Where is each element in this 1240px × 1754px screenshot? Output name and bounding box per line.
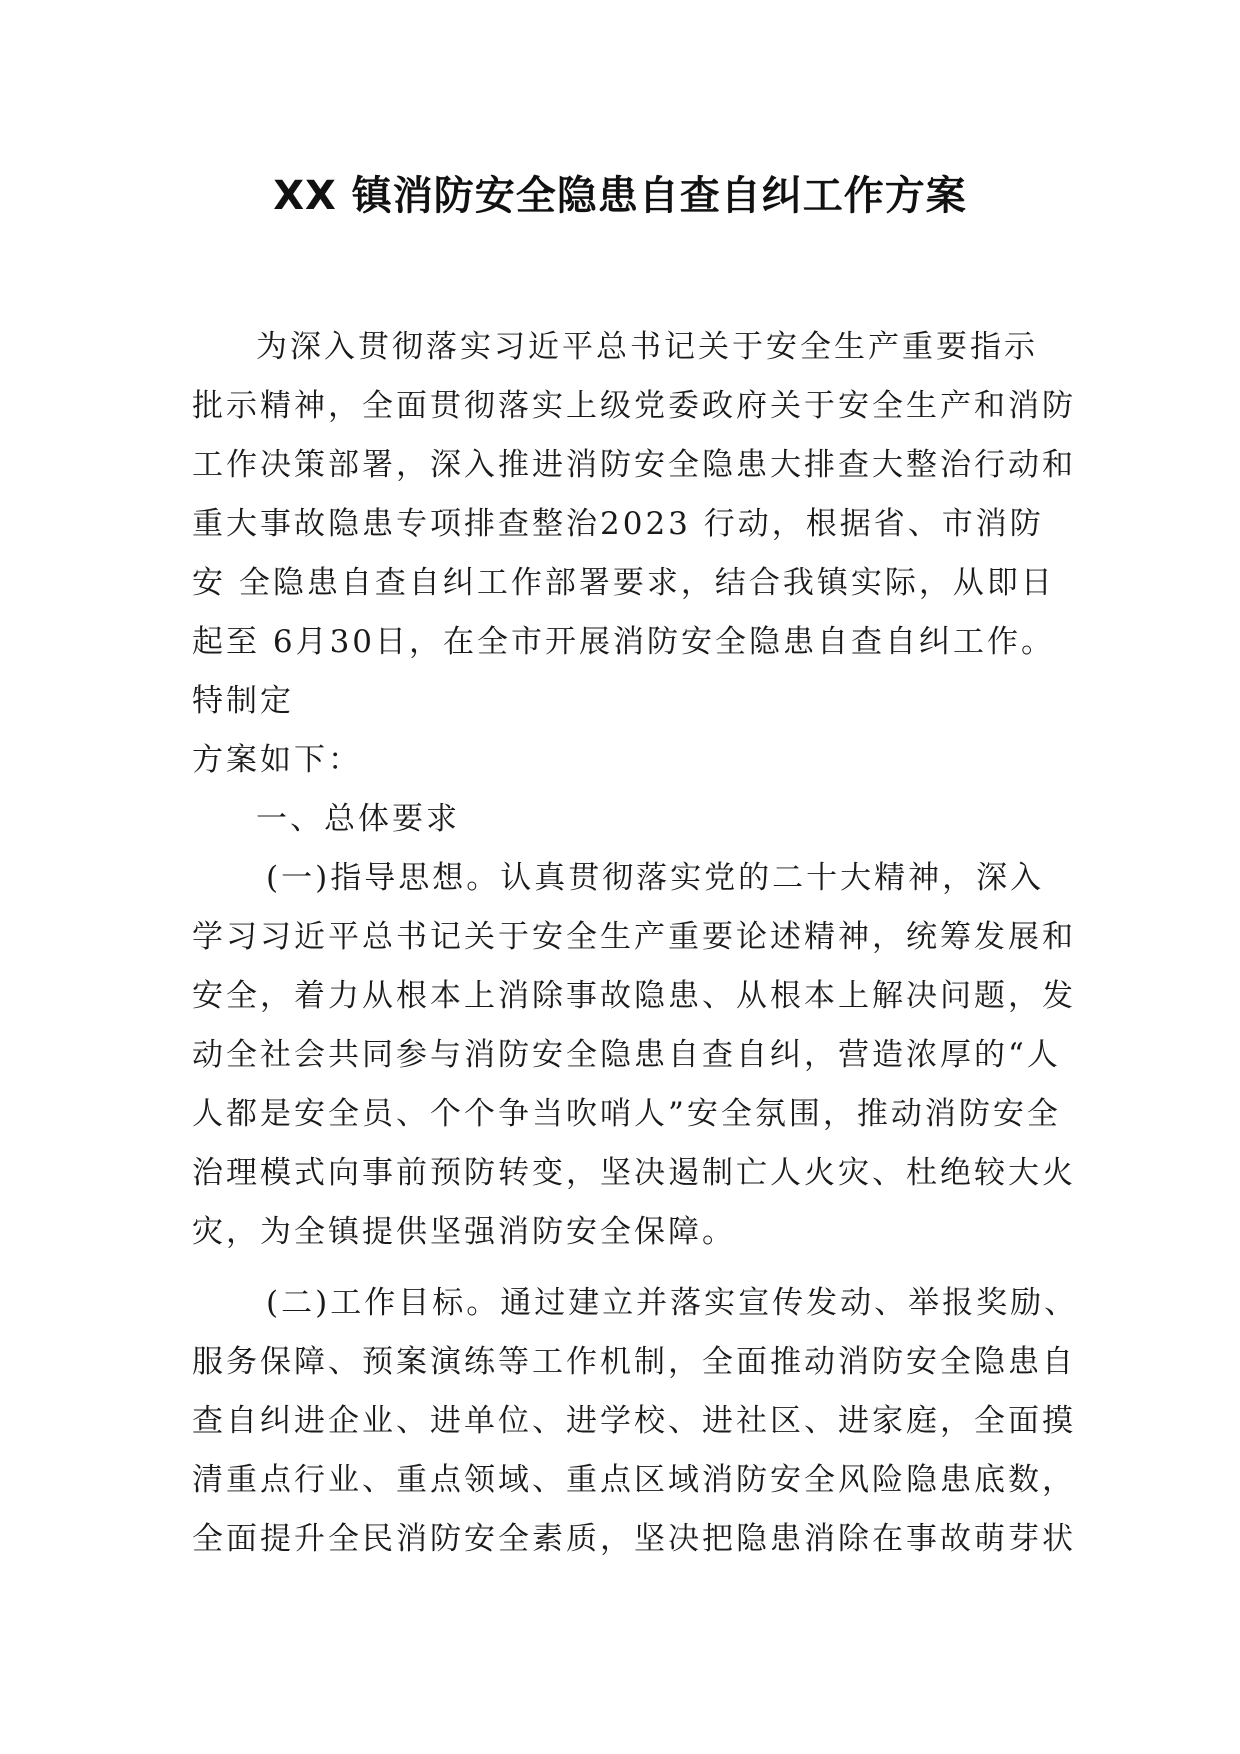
paragraph-line: 查自纠进企业、进单位、进学校、进社区、进家庭，全面摸 [192, 1403, 1076, 1439]
section-heading [192, 790, 1052, 849]
paragraph-line: 动全社会共同参与消防安全隐患自查自纠，营造浓厚的“人 [192, 1037, 1061, 1073]
intro-line: 重大事故隐患专项排查整治2023 行动，根据省、市消防 [192, 506, 1044, 542]
intro-line: 安 全隐患自查自纠工作部署要求，结合我镇实际，从即日 [192, 565, 1055, 601]
document-body [192, 318, 1079, 1569]
paragraph-line: 治理模式向事前预防转变，坚决遏制亡人火灾、杜绝较大火 [192, 1155, 1076, 1191]
paragraph-line: 服务保障、预案演练等工作机制，全面推动消防安全隐患自 [192, 1344, 1076, 1380]
paragraph-line: 学习习近平总书记关于安全生产重要论述精神，统筹发展和 [192, 919, 1076, 955]
intro-line: 方案如下： [192, 742, 362, 778]
paragraph-line: 安全，着力从根本上消除事故隐患、从根本上解决问题，发 [192, 978, 1076, 1014]
document-title: XX 镇消防安全隐患自查自纠工作方案 [273, 173, 967, 219]
paragraph-line: (一)指导思想。认真贯彻落实党的二十大精神，深入 [266, 860, 1045, 896]
paragraph-line: 人都是安全员、个个争当吹哨人”安全氛围，推动消防安全 [192, 1096, 1061, 1132]
paragraph-line: 全面提升全民消防安全素质，坚决把隐患消除在事故萌芽状 [192, 1521, 1076, 1557]
intro-line: 工作决策部署，深入推进消防安全隐患大排查大整治行动和 [192, 447, 1076, 483]
section-1-heading: 一、总体要求 [256, 801, 460, 837]
paragraph-line: (二)工作目标。通过建立并落实宣传发动、举报奖励、 [266, 1285, 1079, 1321]
intro-line: 特制定 [192, 683, 294, 719]
paragraph-line: 清重点行业、重点领域、重点区域消防安全风险隐患底数， [192, 1462, 1076, 1498]
intro-paragraph [192, 318, 1076, 790]
guiding-ideology-paragraph [192, 849, 1076, 1262]
work-goals-paragraph [192, 1274, 1079, 1569]
intro-line: 批示精神，全面贯彻落实上级党委政府关于安全生产和消防 [192, 388, 1076, 424]
intro-line: 为深入贯彻落实习近平总书记关于安全生产重要指示 [256, 329, 1038, 365]
intro-line: 起至 6月30日，在全市开展消防安全隐患自查自纠工作。 [192, 624, 1056, 660]
paragraph-line: 灾，为全镇提供坚强消防安全保障。 [192, 1214, 736, 1250]
